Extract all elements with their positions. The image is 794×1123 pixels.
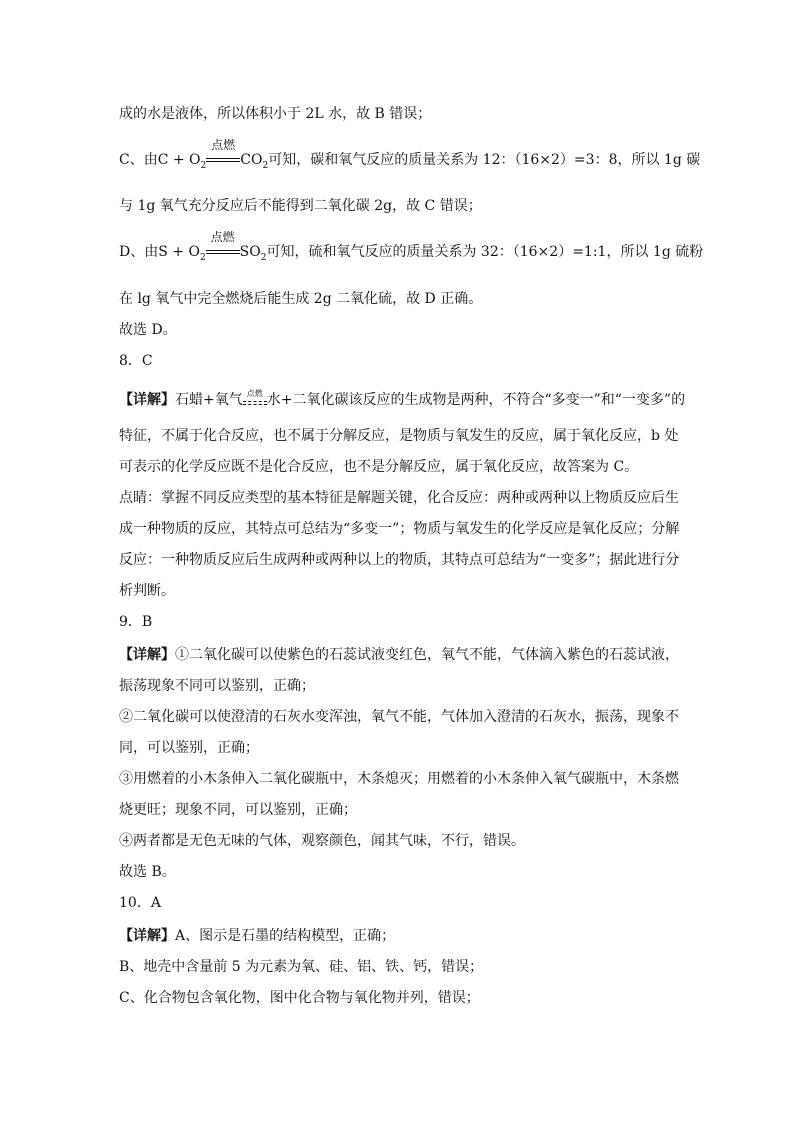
text-line: 同，可以鉴别，正确； (119, 740, 259, 756)
reactants: S + O (158, 244, 200, 260)
text-line: ③用燃着的小木条伸入二氧化碳瓶中，木条熄灭；用燃着的小木条伸入氧气碳瓶中，木条燃 (119, 771, 679, 787)
text-line: 反应：一种物质反应后生成两种或两种以上的物质，其特点可总结为“一变多”；据此进行分 (119, 552, 680, 568)
text: 可知，硫和氧气反应的质量关系为 32：（16×2）=1:1，所以 1g 硫粉 (266, 244, 704, 260)
text-line: 与 1g 氧气充分反应后不能得到二氧化碳 2g，故 C 错误； (119, 198, 482, 214)
text: A、图示是石墨的结构模型，正确； (175, 928, 396, 944)
text-line-detail-9 (119, 645, 679, 665)
text-line: 点睛：掌握不同反应类型的基本特征是解题关键，化合反应：两种或两种以上物质反应后生 (119, 490, 679, 506)
text: 水+二氧化碳该反应的生成物是两种，不符合“多变一”和“一变多”的 (266, 392, 686, 408)
text-line-detail-8 (119, 390, 685, 410)
label: D、由 (119, 244, 159, 260)
equal-bar (206, 158, 240, 159)
product: SO (239, 244, 261, 260)
text-line-equation-d (119, 230, 704, 264)
reaction-condition: 点燃 (210, 230, 235, 244)
subscript: 2 (200, 161, 207, 171)
equal-bar (243, 401, 267, 402)
text-line: 成一种物质的反应，其特点可总结为“多变一”；物质与氧发生的化学反应是氧化反应；分解 (119, 521, 680, 537)
reaction-arrow (206, 138, 240, 170)
text-line-detail-10 (119, 926, 395, 946)
text: 石蜡+氧气 (175, 392, 243, 408)
text-line: 振荡现象不同可以鉴别，正确； (119, 678, 315, 694)
text: ①二氧化碳可以使紫色的石蕊试液变红色，氧气不能，气体滴入紫色的石蕊试液， (175, 647, 679, 663)
text-line: B、地壳中含量前 5 为元素为氧、硅、铝、铁、钙，错误； (119, 959, 484, 975)
subscript: 2 (262, 161, 269, 171)
detail-tag: 【详解】 (119, 647, 175, 663)
text-line: ②二氧化碳可以使澄清的石灰水变浑浊，氧气不能，气体加入澄清的石灰水，振荡，现象不 (119, 709, 679, 725)
text-line: 烧更旺；现象不同，可以鉴别，正确； (119, 802, 357, 818)
equal-bar (206, 253, 240, 254)
reaction-arrow (206, 230, 240, 262)
subscript: 2 (260, 253, 267, 263)
text-line: 析判断。 (119, 583, 175, 599)
answer-heading-8: 8．C (119, 353, 153, 369)
text-line: 可表示的化学反应既不是化合反应，也不是分解反应，属于氧化反应，故答案为 C。 (119, 459, 639, 475)
label: C、由 (119, 152, 158, 168)
answer-heading-9: 9．B (119, 614, 153, 630)
subscript: 2 (199, 253, 206, 263)
text: 可知，碳和氧气反应的质量关系为 12：（16×2）=3：8，所以 1g 碳 (268, 152, 701, 168)
text-line: 在 lg 氧气中完全燃烧后能生成 2g 二氧化硫，故 D 正确。 (119, 291, 483, 307)
detail-tag: 【详解】 (119, 928, 175, 944)
answer-heading-10: 10．A (119, 895, 161, 911)
text-line: ④两者都是无色无味的气体，观察颜色，闻其气味，不行，错误。 (119, 833, 525, 849)
product: CO (240, 152, 263, 168)
text-line: 故选 B。 (119, 864, 176, 880)
reaction-condition: 点燃 (211, 138, 236, 152)
detail-tag: 【详解】 (119, 392, 175, 408)
equal-bar (206, 250, 240, 251)
reactants: C + O (157, 152, 201, 168)
reaction-condition: 点燃 (246, 389, 263, 398)
equal-bar (206, 161, 240, 162)
text-line: C、化合物包含氧化物，图中化合物与氧化物并列，错误； (119, 990, 480, 1006)
equal-bar (243, 404, 267, 405)
reaction-arrow (243, 390, 267, 410)
text-line: 成的水是液体，所以体积小于 2L 水，故 B 错误； (119, 106, 432, 122)
text-line: 故选 D。 (119, 322, 177, 338)
text-line: 特征，不属于化合反应，也不属于分解反应，是物质与氧发生的反应，属于氧化反应，b 处 (119, 428, 679, 444)
text-line-equation-c (119, 138, 701, 172)
